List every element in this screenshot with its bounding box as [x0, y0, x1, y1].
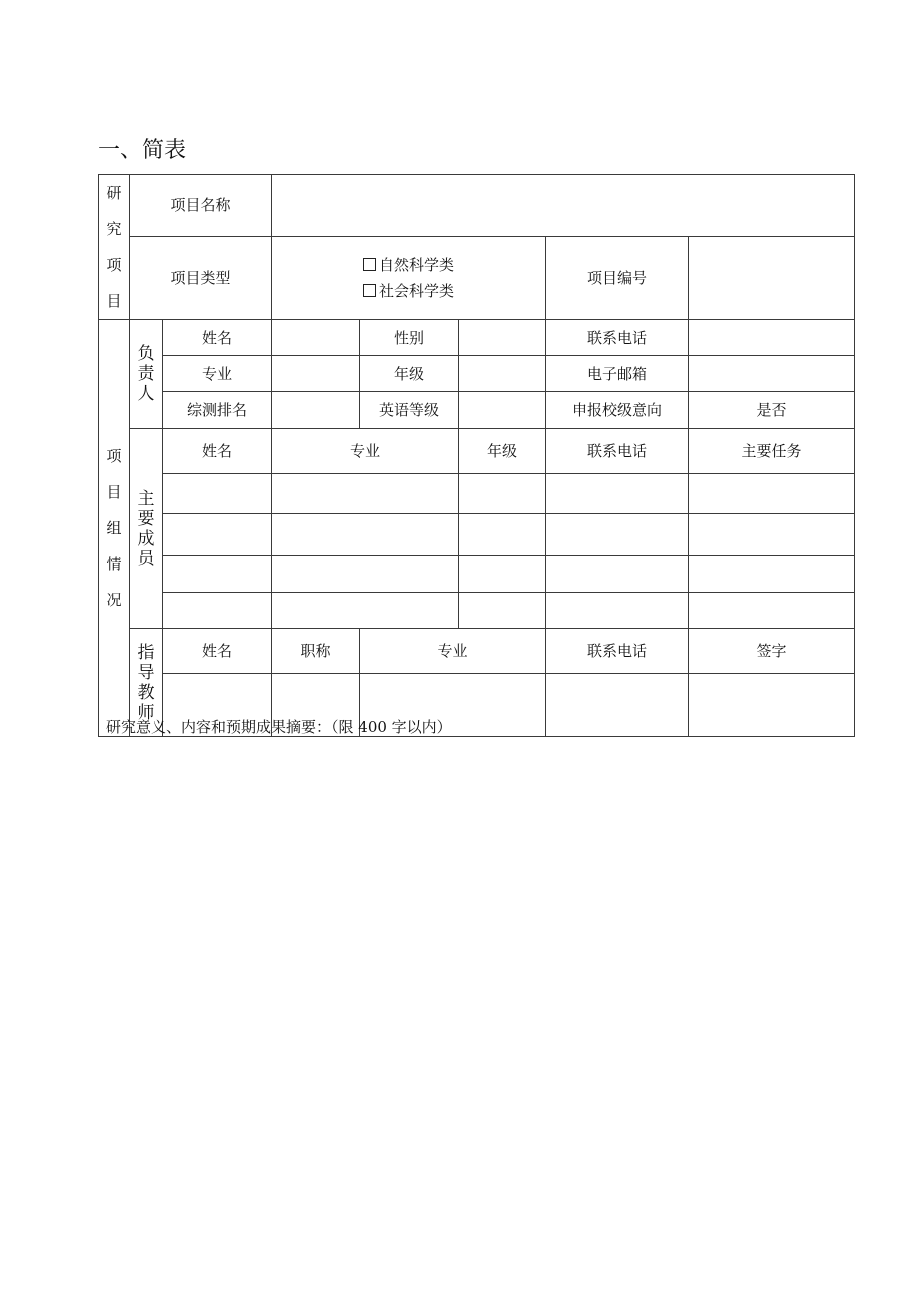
leader-email-label: 电子邮箱 — [546, 356, 689, 392]
leader-email-field[interactable] — [689, 356, 855, 392]
advisor-header-name: 姓名 — [163, 629, 272, 674]
member-task-field[interactable] — [689, 514, 855, 556]
leader-gender-label: 性别 — [360, 320, 459, 356]
member-name-field[interactable] — [163, 474, 272, 514]
members-header-name: 姓名 — [163, 429, 272, 474]
members-header-major: 专业 — [272, 429, 459, 474]
leader-phone-label: 联系电话 — [546, 320, 689, 356]
checkbox-icon[interactable] — [363, 258, 376, 271]
advisor-phone-field[interactable] — [546, 674, 689, 737]
option-natural-science[interactable]: 自然科学类 — [272, 252, 545, 278]
advisor-header-major: 专业 — [360, 629, 546, 674]
advisor-signature-field[interactable] — [689, 674, 855, 737]
member-phone-field[interactable] — [546, 514, 689, 556]
advisor-label: 指导教师 — [130, 629, 163, 737]
leader-gender-field[interactable] — [459, 320, 546, 356]
advisor-header-title: 职称 — [272, 629, 360, 674]
member-task-field[interactable] — [689, 556, 855, 593]
members-label: 主要成员 — [130, 429, 163, 629]
leader-english-label: 英语等级 — [360, 392, 459, 429]
member-name-field[interactable] — [163, 556, 272, 593]
member-grade-field[interactable] — [459, 556, 546, 593]
project-name-label: 项目名称 — [130, 175, 272, 237]
leader-label: 负责人 — [130, 320, 163, 429]
member-task-field[interactable] — [689, 474, 855, 514]
leader-rank-label: 综测排名 — [163, 392, 272, 429]
member-grade-field[interactable] — [459, 474, 546, 514]
project-group-label: 项目组情况 — [99, 320, 130, 737]
member-major-field[interactable] — [272, 474, 459, 514]
member-phone-field[interactable] — [546, 474, 689, 514]
advisor-header-phone: 联系电话 — [546, 629, 689, 674]
member-phone-field[interactable] — [546, 593, 689, 629]
research-project-label: 研究项目 — [99, 175, 130, 320]
member-major-field[interactable] — [272, 593, 459, 629]
table-row — [99, 514, 855, 556]
member-grade-field[interactable] — [459, 593, 546, 629]
section-title: 一、简表 — [98, 138, 187, 163]
option-social-science[interactable]: 社会科学类 — [272, 278, 545, 304]
application-form-table — [98, 174, 855, 737]
project-type-options — [272, 236, 546, 319]
advisor-header-signature: 签字 — [689, 629, 855, 674]
leader-name-field[interactable] — [272, 320, 360, 356]
table-row — [99, 474, 855, 514]
leader-major-label: 专业 — [163, 356, 272, 392]
leader-intent-label: 申报校级意向 — [546, 392, 689, 429]
member-phone-field[interactable] — [546, 556, 689, 593]
leader-english-field[interactable] — [459, 392, 546, 429]
leader-rank-field[interactable] — [272, 392, 360, 429]
leader-phone-field[interactable] — [689, 320, 855, 356]
project-number-field[interactable] — [689, 236, 855, 319]
member-name-field[interactable] — [163, 593, 272, 629]
table-row — [99, 556, 855, 593]
member-major-field[interactable] — [272, 556, 459, 593]
member-grade-field[interactable] — [459, 514, 546, 556]
project-type-label: 项目类型 — [130, 236, 272, 319]
member-major-field[interactable] — [272, 514, 459, 556]
project-name-field[interactable] — [272, 175, 855, 237]
members-header-phone: 联系电话 — [546, 429, 689, 474]
leader-grade-field[interactable] — [459, 356, 546, 392]
leader-intent-field[interactable]: 是否 — [689, 392, 855, 429]
member-task-field[interactable] — [689, 593, 855, 629]
checkbox-icon[interactable] — [363, 284, 376, 297]
leader-grade-label: 年级 — [360, 356, 459, 392]
project-number-label: 项目编号 — [546, 236, 689, 319]
member-name-field[interactable] — [163, 514, 272, 556]
members-header-grade: 年级 — [459, 429, 546, 474]
leader-major-field[interactable] — [272, 356, 360, 392]
members-header-task: 主要任务 — [689, 429, 855, 474]
summary-label: 研究意义、内容和预期成果摘要：（限 400 字以内） — [106, 718, 452, 736]
table-row — [99, 593, 855, 629]
leader-name-label: 姓名 — [163, 320, 272, 356]
